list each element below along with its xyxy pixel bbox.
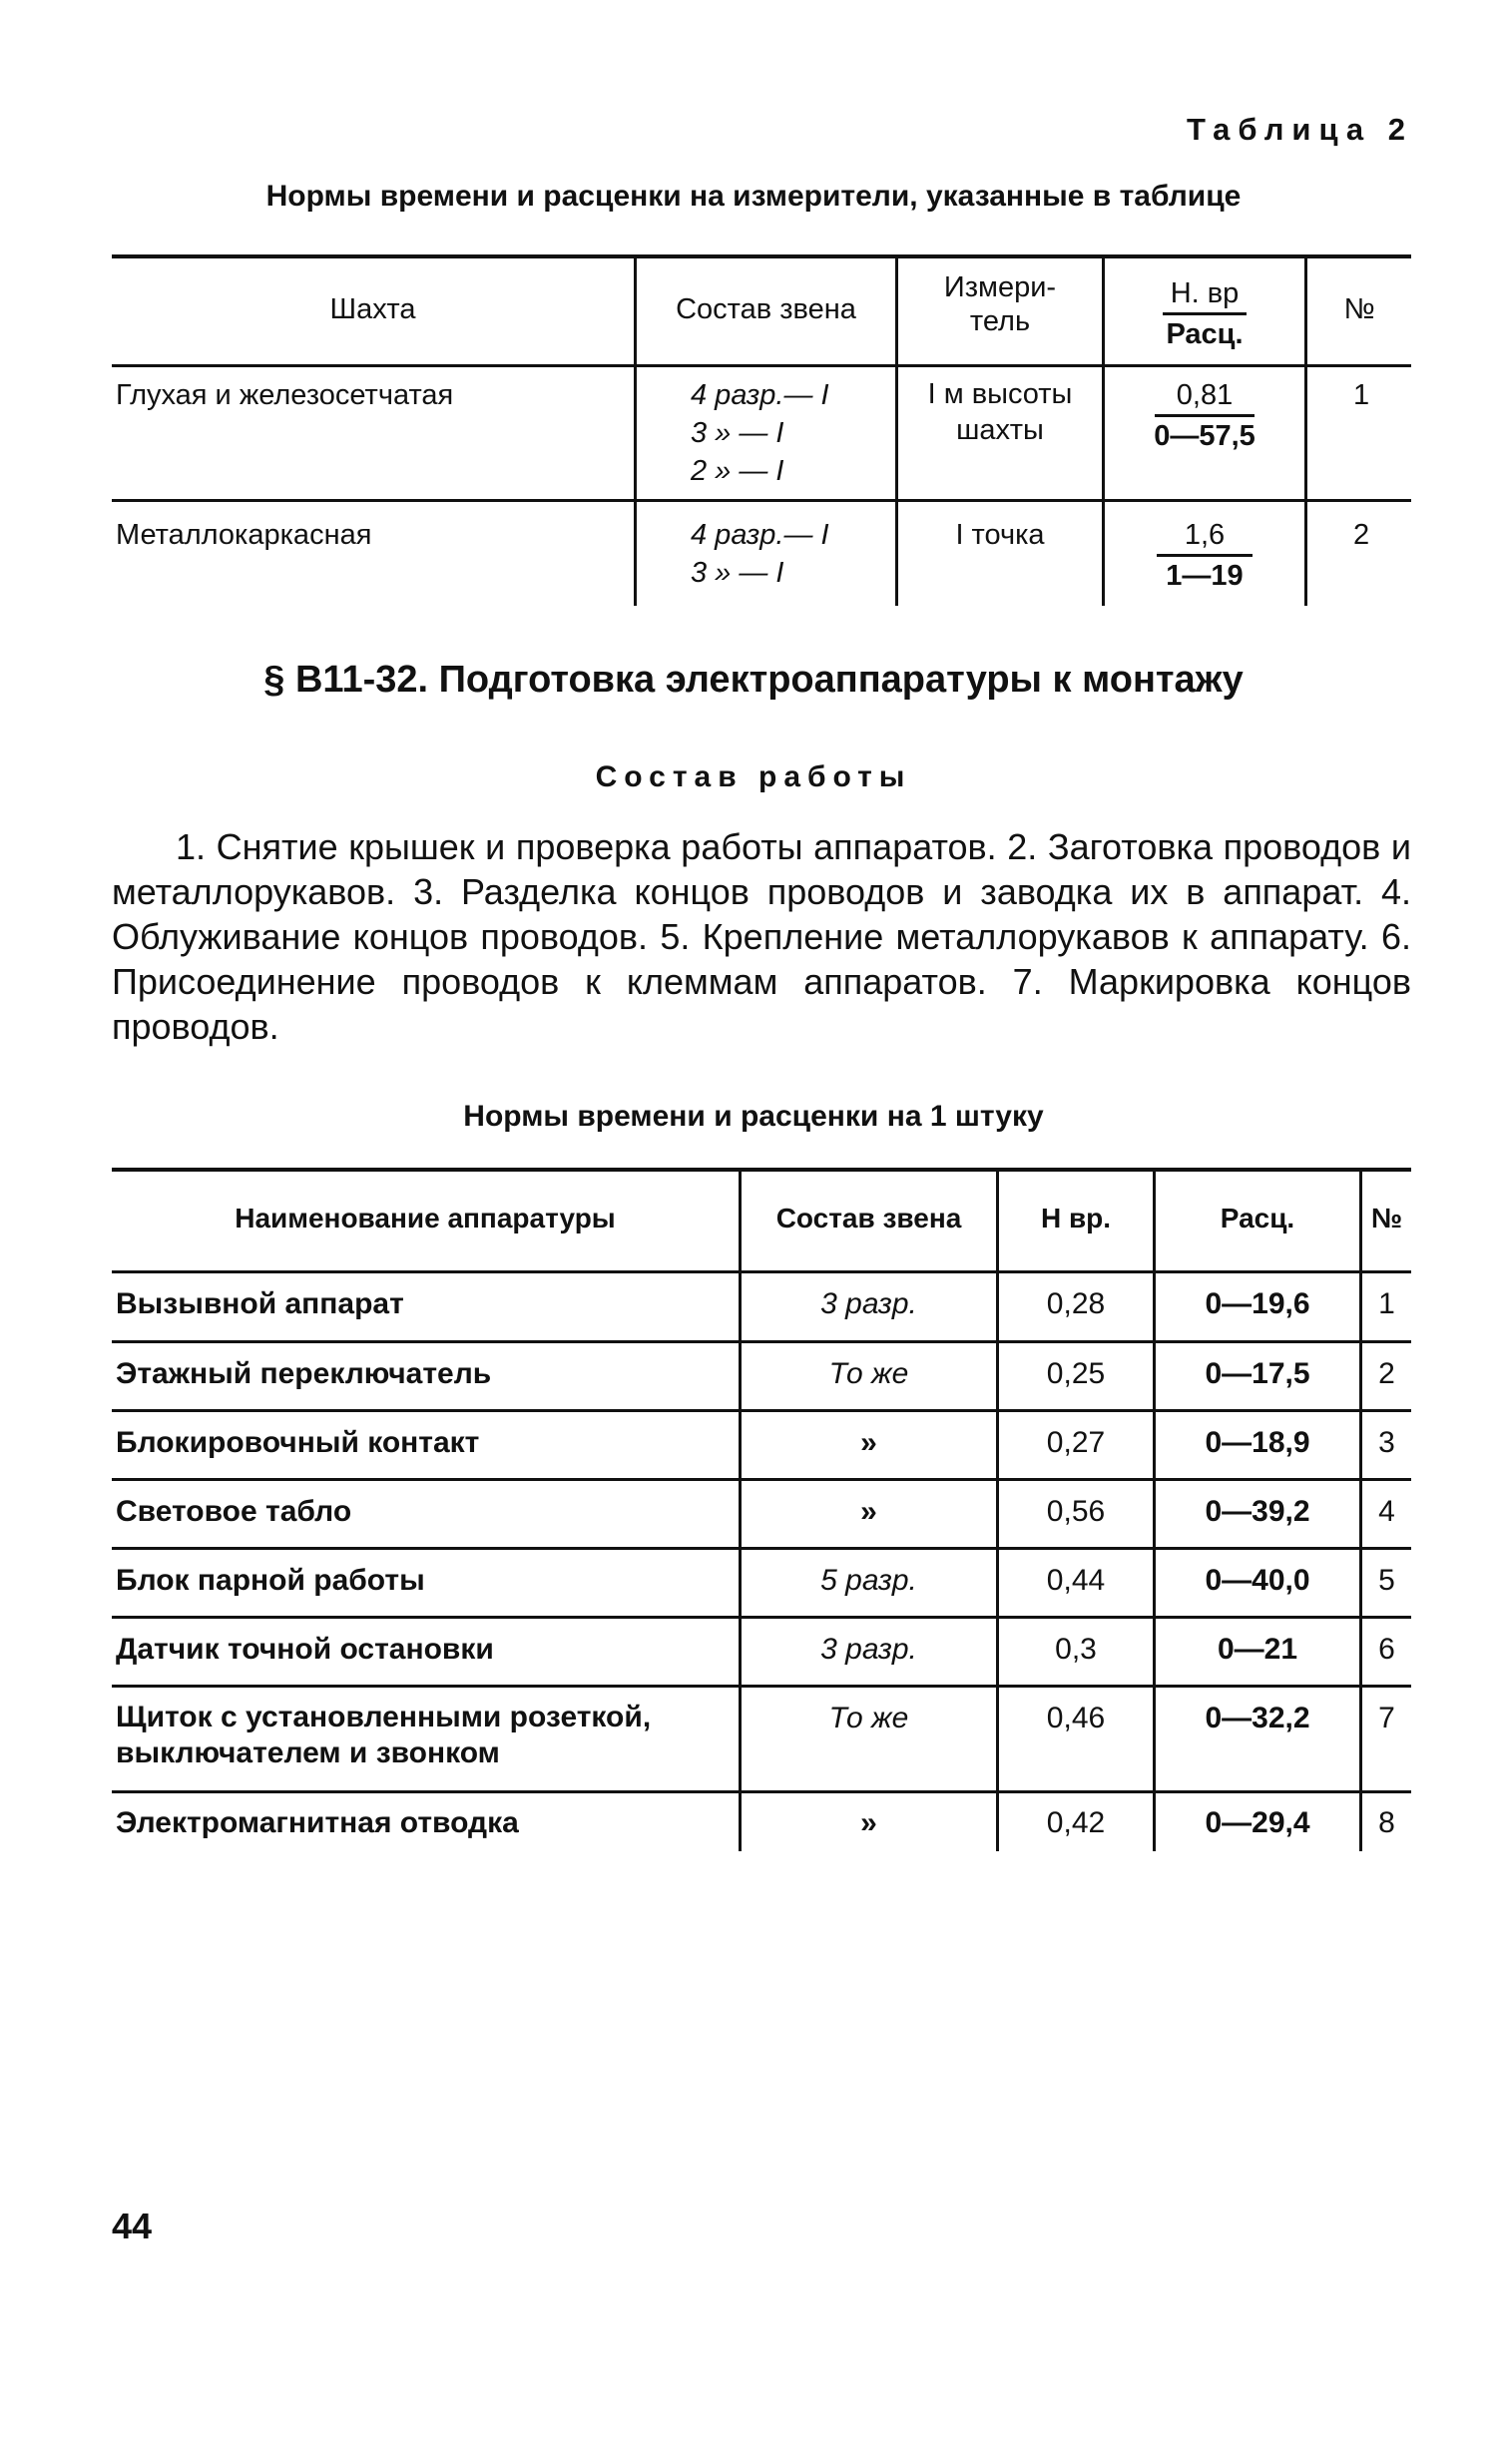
- table1-row2-crew: [691, 516, 829, 592]
- table1-caption: Нормы времени и расценки на измерители, указанные в таблице: [265, 180, 1242, 213]
- table2-row3-name: Блокировочный контакт: [116, 1426, 480, 1459]
- table2-row1-norm: 0,28: [1046, 1287, 1106, 1320]
- table1-row2-norm: [1105, 516, 1304, 595]
- table1-row1-number: 1: [1353, 379, 1370, 411]
- table2-row3-crew: »: [860, 1426, 877, 1459]
- table2-row8-crew: »: [860, 1806, 877, 1839]
- table2-row1-rate: 0—19,6: [1205, 1287, 1310, 1320]
- table2-row6-name: Датчик точной остановки: [116, 1633, 494, 1666]
- table1-row2-unit: I точка: [955, 519, 1045, 551]
- table2-row1-name: Вызывной аппарат: [116, 1287, 404, 1320]
- table1-row1-crew-line2: 3 » — I: [691, 417, 784, 449]
- table1-row1-unit: [898, 376, 1102, 448]
- table2-row7-rate: 0—32,2: [1205, 1702, 1310, 1734]
- table1-top-rule: [112, 254, 1411, 258]
- table1-row-rule: [112, 499, 1411, 502]
- table1-row2-shaft: Металлокаркасная: [116, 519, 372, 551]
- table2-row8-rate: 0—29,4: [1205, 1806, 1310, 1839]
- table2-row-rule: [112, 1340, 1411, 1343]
- table2-top-rule: [112, 1168, 1411, 1172]
- table1-header-rule: [112, 364, 1411, 367]
- table2-row5-norm: 0,44: [1046, 1564, 1106, 1597]
- table2-row-rule: [112, 1616, 1411, 1619]
- table1-header-unit-line2: тель: [969, 305, 1031, 337]
- table1-row1-shaft: Глухая и железосетчатая: [116, 379, 454, 411]
- table2-row3-number: 3: [1378, 1426, 1395, 1459]
- table2-row5-rate: 0—40,0: [1205, 1564, 1310, 1597]
- table2-row8-name: Электромагнитная отводка: [116, 1806, 519, 1839]
- table2-header-name: Наименование аппаратуры: [235, 1203, 616, 1233]
- table1-row1-norm: [1105, 376, 1304, 455]
- table2-row-rule: [112, 1685, 1411, 1688]
- table2: [112, 1168, 1411, 1851]
- table2-row1-number: 1: [1378, 1287, 1395, 1320]
- table2-row4-name: Световое табло: [116, 1495, 352, 1528]
- table2-row3-norm: 0,27: [1046, 1426, 1106, 1459]
- table1-header-norm-denominator: Расц.: [1166, 318, 1244, 350]
- table1-row2-crew-line1: 4 разр.— I: [691, 519, 829, 551]
- table1-row1-unit-line1: I м высоты: [927, 378, 1073, 410]
- work-composition-text: 1. Снятие крышек и проверка работы аппаратов. 2. Заготовка проводов и металлорукавов. 3. Разделка концов проводов и заводка их в аппарат. 4. Облуживание концов проводов. 5. Крепление металлорукавов к аппарату. 6. Присоединение проводов к клеммам аппаратов. 7. Маркировка концов проводов.: [112, 826, 1411, 1047]
- table1-header-shaft: Шахта: [329, 293, 416, 325]
- table2-row7-norm: 0,46: [1046, 1702, 1106, 1734]
- table2-row7-number: 7: [1378, 1702, 1395, 1734]
- table2-row4-number: 4: [1378, 1495, 1395, 1528]
- table2-row-rule: [112, 1478, 1411, 1481]
- table2-row6-number: 6: [1378, 1633, 1395, 1666]
- table2-row-rule: [112, 1409, 1411, 1412]
- table1-row2-norm-value: 1,6: [1157, 516, 1253, 557]
- table1-header-norm: [1105, 274, 1304, 353]
- table1-header-number: №: [1343, 293, 1375, 325]
- table2-row4-rate: 0—39,2: [1205, 1495, 1310, 1528]
- table2-row2-rate: 0—17,5: [1205, 1357, 1310, 1390]
- table2-row2-number: 2: [1378, 1357, 1395, 1390]
- table2-row2-norm: 0,25: [1046, 1357, 1106, 1390]
- work-composition-title: Состав работы: [595, 760, 912, 793]
- table1-header-crew: Состав звена: [676, 293, 856, 325]
- table1-row1-crew: [691, 376, 829, 490]
- table1-header-norm-numerator: Н. вр: [1163, 274, 1248, 315]
- table1-header-unit: [898, 270, 1102, 338]
- table2-row6-crew: 3 разр.: [820, 1633, 917, 1666]
- table2-row2-name: Этажный переключатель: [116, 1357, 492, 1390]
- table2-row2-crew: То же: [828, 1357, 909, 1390]
- table2-header-crew: Состав звена: [775, 1203, 962, 1233]
- table2-row7-name-line1: Щиток с установленными розеткой,: [116, 1701, 652, 1733]
- table2-row5-number: 5: [1378, 1564, 1395, 1597]
- table2-row5-crew: 5 разр.: [820, 1564, 917, 1597]
- table2-row-rule: [112, 1547, 1411, 1550]
- table2-row5-name: Блок парной работы: [116, 1564, 425, 1597]
- table2-row6-norm: 0,3: [1055, 1633, 1097, 1666]
- table1-row1-crew-line3: 2 » — I: [691, 455, 784, 487]
- table2-header-rule: [112, 1270, 1411, 1273]
- table2-row7-name-line2: выключателем и звонком: [116, 1736, 500, 1769]
- table-number-label: Таблица 2: [1186, 112, 1413, 147]
- table1-row1-rate-value: 0—57,5: [1154, 420, 1256, 452]
- section-heading: § В11-32. Подготовка электроаппаратуры к монтажу: [263, 659, 1244, 701]
- table2-row-rule: [112, 1790, 1411, 1793]
- table2-row8-norm: 0,42: [1046, 1806, 1106, 1839]
- table2-header-rate: Расц.: [1220, 1203, 1295, 1233]
- table1-header-unit-line1: Измери-: [943, 271, 1057, 303]
- table2-header-number: №: [1370, 1203, 1403, 1233]
- table2-row4-norm: 0,56: [1046, 1495, 1106, 1528]
- table2-row7-name: [116, 1700, 731, 1771]
- table2-caption: Нормы времени и расценки на 1 штуку: [463, 1100, 1044, 1133]
- page-number: 44: [112, 2206, 153, 2246]
- table1-row2-number: 2: [1353, 519, 1370, 551]
- table1-row1-unit-line2: шахты: [956, 414, 1044, 446]
- table2-row6-rate: 0—21: [1217, 1633, 1298, 1666]
- table2-row7-crew: То же: [828, 1702, 909, 1734]
- table1: [112, 254, 1411, 606]
- table2-row1-crew: 3 разр.: [820, 1287, 917, 1320]
- table1-row2-rate-value: 1—19: [1166, 560, 1244, 592]
- table2-row4-crew: »: [860, 1495, 877, 1528]
- table1-row1-norm-value: 0,81: [1155, 376, 1255, 417]
- table1-row2-crew-line2: 3 » — I: [691, 557, 784, 589]
- table1-row1-crew-line1: 4 разр.— I: [691, 379, 829, 411]
- table2-row3-rate: 0—18,9: [1205, 1426, 1310, 1459]
- table2-header-norm: Н вр.: [1040, 1203, 1112, 1233]
- table2-row8-number: 8: [1378, 1806, 1395, 1839]
